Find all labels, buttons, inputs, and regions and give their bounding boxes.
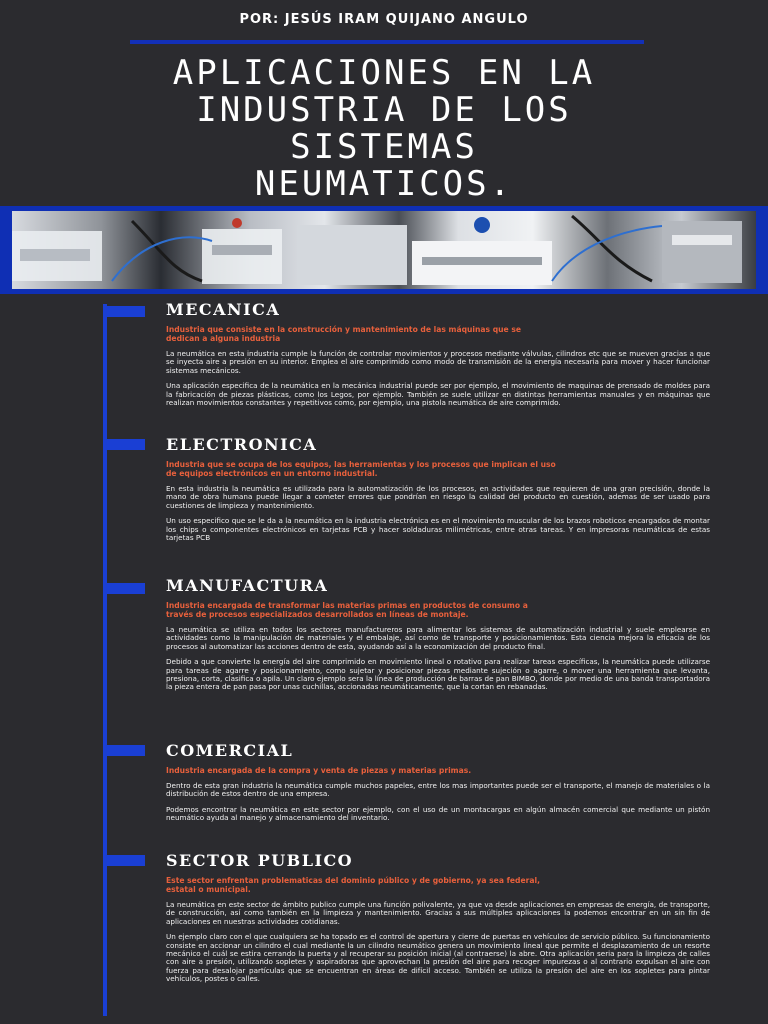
title-divider bbox=[130, 40, 644, 44]
title-line-1: APLICACIONES EN LA bbox=[172, 53, 596, 93]
section-manufactura bbox=[166, 576, 710, 692]
section-title: ELECTRONICA bbox=[166, 435, 318, 454]
pneumatic-machinery-photo-icon bbox=[12, 211, 756, 289]
author-line: POR: JESÚS IRAM QUIJANO ANGULO bbox=[239, 12, 529, 27]
section-sector-publico bbox=[166, 851, 710, 984]
title-line-3: SISTEMAS bbox=[290, 127, 478, 167]
section-title: MECANICA bbox=[166, 300, 281, 319]
section-paragraph: La neumática se utiliza en todos los sectores manufactureros para alimentar los sistemas de automatización industrial y suele emplearse en actividades como la manipulación de materiales y el embalaje, así como de transporte y posicionamientos. Esta ciencia mejora la eficacia de los procesos al automatizar las acciones dentro de esta, ayudando así a la economización del producto final. bbox=[166, 625, 710, 651]
section-paragraph: Un uso especifico que se le da a la neumática en la industria electrónica es en el movimiento muscular de los brazos roboticos encargados de montar los chips o componentes electrónicos en tarjetas PCB y hacer soldaduras milimétricas, entre otras tareas. Y en impresoras neumáticas de estas tarjetas PCB bbox=[166, 516, 710, 543]
timeline-marker-comercial bbox=[103, 745, 145, 756]
section-paragraph: La neumática en esta industria cumple la función de controlar movimientos y procesos mediante válvulas, cilindros etc que se mueven gracias a que se inyecta aire a presión en su interior. Emplea el aire comprimido como modo de transmisión de la energía necesaria para mover y hacer funcionar sistemas mecánicos. bbox=[166, 349, 710, 375]
section-subtitle: Este sector enfrentan problematicas del dominio público y de gobierno, ya sea federal, estatal o municipal. bbox=[166, 876, 540, 894]
page-title bbox=[60, 55, 708, 203]
section-subtitle: Industria que consiste en la construcción y mantenimiento de las máquinas que se dedican a alguna industria bbox=[166, 325, 522, 343]
section-mecanica bbox=[166, 300, 710, 407]
timeline-line bbox=[103, 304, 107, 1016]
section-electronica bbox=[166, 435, 710, 542]
timeline-marker-sector-publico bbox=[103, 855, 145, 866]
section-paragraph: La neumática en este sector de ámbito publico cumple una función polivalente, ya que va desde aplicaciones en empresas de energía, de transporte, de construcción, así como también en la limpieza y mantenimiento. Gracias a sus múltiples aplicaciones la podemos encontrar en un sin fin de aplicaciones en nuestras actividades cotidianas. bbox=[166, 900, 710, 926]
timeline-marker-manufactura bbox=[103, 583, 145, 594]
section-paragraph: Debido a que convierte la energía del aire comprimido en movimiento lineal o rotativo para realizar tareas específicas, la neumática puede utilizarse para tareas de agarre y posicionamiento, como sujetar y posicionar piezas mediante sujeción o agarre, o mover una herramienta que levanta, presiona, corta, clasifica o apila. Un claro ejemplo sera la línea de producción de barras de pan BIMBO, donde por medio de una banda transportadora la pieza entera de pan pasa por unas cuchillas, accionadas neumáticamente, que la cortan en rebanadas. bbox=[166, 657, 710, 692]
machinery-photo-frame bbox=[0, 206, 768, 294]
section-paragraph: Un ejemplo claro con el que cualquiera se ha topado es el control de apertura y cierre de puertas en vehículos de servicio público. Su funcionamiento consiste en accionar un cilindro el cual mediante la un cilindro neumático genera un movimiento lineal que permite el desplazamiento de un resorte mecánico el cuál se estira cerrando la puerta y al recuperar su posición inicial (al contraerse) la abre. Otra aplicación seria para la limpieza de calles con aire a presión, utilizando sopletes y aspiradoras que aprovechan la presión del aire para recoger impurezas o al contrario expulsan el aire con fuerza para desalojar partículas que se encuentran en áreas de difícil acceso. También se utiliza la presión del aire en los sopletes para pintar vehículos, postes o calles. bbox=[166, 932, 710, 984]
section-comercial bbox=[166, 741, 710, 823]
timeline-marker-electronica bbox=[103, 439, 145, 450]
section-paragraph: Una aplicación especifica de la neumática en la mecánica industrial puede ser por ejemplo, el movimiento de maquinas de prensado de moldes para la fabricación de piezas plásticas, como los Legos, por ejemplo. También se suele utilizar en distintas herramientas manuales y en máquinas que realizan movimientos constantes y repetitivos como, por ejemplo, una pistola neumática de aire comprimido. bbox=[166, 381, 710, 408]
section-paragraph: Dentro de esta gran industria la neumática cumple muchos papeles, entre los mas importantes puede ser el transporte, el manejo de materiales o la distribución de estos dentro de una empresa. bbox=[166, 781, 710, 799]
section-title: COMERCIAL bbox=[166, 741, 294, 760]
section-paragraph: Podemos encontrar la neumática en este sector por ejemplo, con el uso de un montacargas en algún almacén comercial que mediante un pistón neumático ayuda al manejo y almacenamiento del inventario. bbox=[166, 804, 710, 823]
section-subtitle: Industria que se ocupa de los equipos, las herramientas y los procesos que implican el uso de equipos electrónicos en un entorno industrial. bbox=[166, 460, 556, 478]
section-title: SECTOR PUBLICO bbox=[166, 851, 354, 870]
timeline-marker-mecanica bbox=[103, 306, 145, 317]
title-line-4: NEUMATICOS. bbox=[254, 164, 514, 204]
section-title: MANUFACTURA bbox=[166, 576, 329, 595]
title-line-2: INDUSTRIA DE LOS bbox=[196, 90, 572, 130]
section-subtitle: Industria encargada de la compra y venta de piezas y materias primas. bbox=[166, 766, 472, 775]
section-paragraph: En esta industria la neumática es utilizada para la automatización de los procesos, en actividades que requieren de una gran precisión, donde la mano de obra humana puede llegar a cometer errores que pondrían en riesgo la calidad del producto en cuestión, ademas de ser usado para cuestiones de limpieza y mantenimiento. bbox=[166, 484, 710, 510]
section-subtitle: Industria encargada de transformar las materias primas en productos de consumo a través de procesos especializados desarrollados en líneas de montaje. bbox=[166, 601, 528, 619]
